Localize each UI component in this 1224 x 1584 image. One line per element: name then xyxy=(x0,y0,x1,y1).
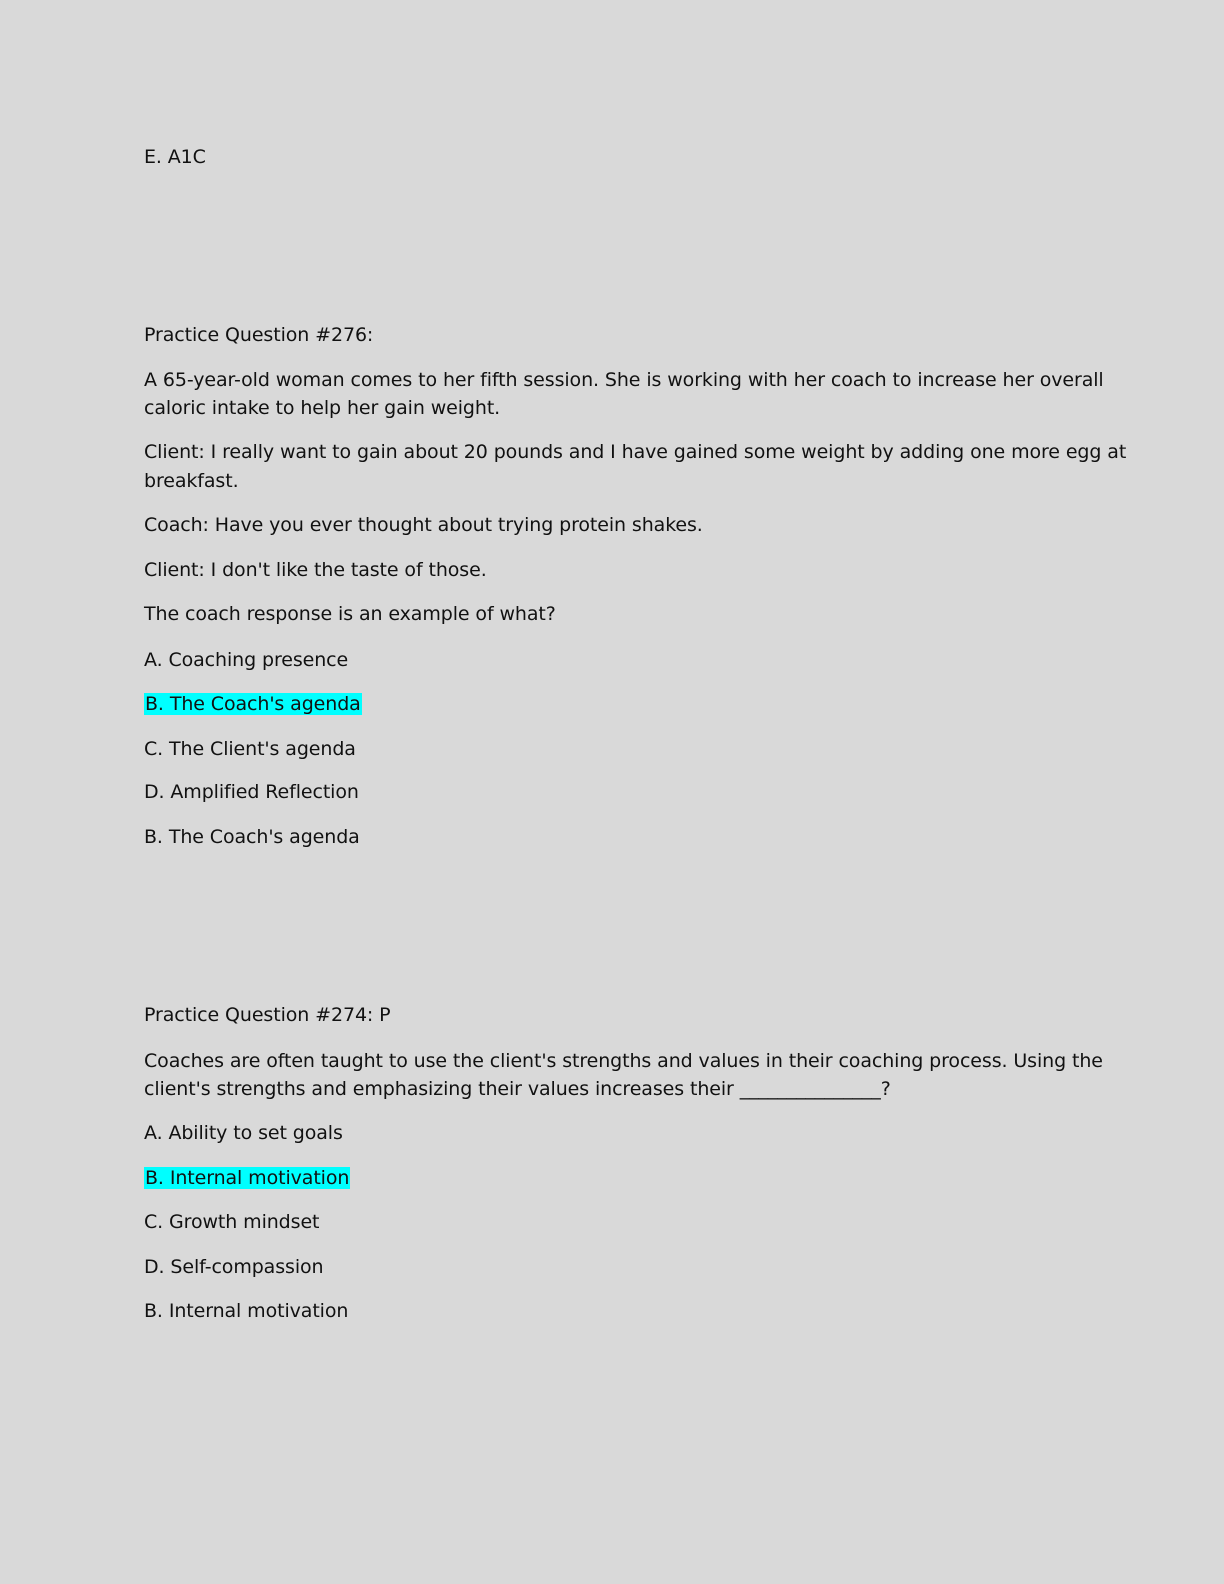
question-276-stem-line-1: A 65-year-old woman comes to her fifth session. She is working with her coach to increase her overall xyxy=(144,369,1104,391)
question-276-option-c: C. The Client's agenda xyxy=(144,738,356,760)
previous-option-e: E. A1C xyxy=(144,146,206,168)
question-274-option-d: D. Self-compassion xyxy=(144,1256,324,1278)
question-276-option-a: A. Coaching presence xyxy=(144,649,349,671)
question-274-stem-line-1: Coaches are often taught to use the client's strengths and values in their coaching process. Using the xyxy=(144,1050,1103,1072)
question-274-option-b xyxy=(144,1164,350,1193)
question-276-client-reply: Client: I don't like the taste of those. xyxy=(144,559,487,581)
question-276-title: Practice Question #276: xyxy=(144,324,374,346)
question-276-coach-line: Coach: Have you ever thought about trying protein shakes. xyxy=(144,514,703,536)
answer-highlight: B. Internal motivation xyxy=(145,1167,350,1189)
question-274-answer: B. Internal motivation xyxy=(144,1300,349,1322)
question-276-option-d: D. Amplified Reflection xyxy=(144,781,359,803)
question-276-client-line-1: Client: I really want to gain about 20 pounds and I have gained some weight by adding one more egg at xyxy=(144,441,1127,463)
answer-highlight: B. The Coach's agenda xyxy=(145,693,361,715)
question-274-option-c: C. Growth mindset xyxy=(144,1211,320,1233)
question-274-title: Practice Question #274: P xyxy=(144,1004,391,1026)
question-276-option-b xyxy=(144,690,362,719)
question-274-option-a: A. Ability to set goals xyxy=(144,1122,343,1144)
question-276-client-line-2: breakfast. xyxy=(144,470,239,492)
question-276-stem-line-2: caloric intake to help her gain weight. xyxy=(144,397,501,419)
question-276-answer: B. The Coach's agenda xyxy=(144,826,360,848)
question-276-prompt: The coach response is an example of what? xyxy=(144,603,556,625)
question-274-stem-line-2: client's strengths and emphasizing their values increases their _______________? xyxy=(144,1078,891,1100)
